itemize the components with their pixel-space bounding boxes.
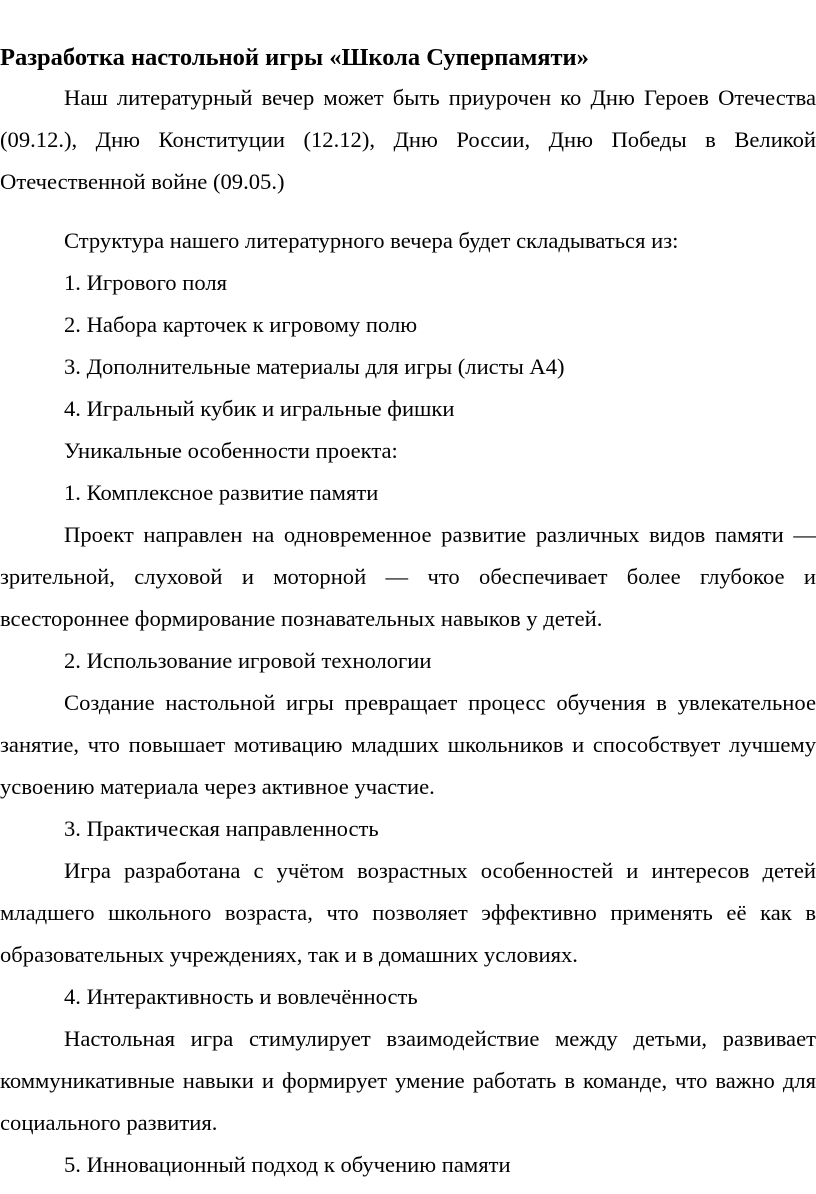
structure-item: 2. Набора карточек к игровому полю: [64, 312, 418, 337]
features-heading: Уникальные особенности проекта:: [64, 438, 398, 463]
feature-text: Игра разработана с учётом возрастных особенностей и интересов детей младшего школьного возраста, что позволяет эффективно применять её как в образовательных учреждениях, так и в домашних условиях.: [0, 858, 816, 967]
feature-title: 2. Использование игровой технологии: [64, 648, 432, 673]
intro-paragraph: Наш литературный вечер может быть приурочен ко Дню Героев Отечества (09.12.), Дню Конституции (12.12), Дню России, Дню Победы в Великой Отечественной войне (09.05.): [0, 85, 816, 194]
document-body: [0, 77, 816, 1186]
feature-title: 5. Инновационный подход к обучению памяти: [64, 1152, 511, 1177]
structure-heading: Структура нашего литературного вечера будет складываться из:: [64, 228, 679, 253]
feature-text: Настольная игра стимулирует взаимодействие между детьми, развивает коммуникативные навыки и формирует умение работать в команде, что важно для социального развития.: [0, 1026, 816, 1135]
feature-title: 4. Интерактивность и вовлечённость: [64, 984, 418, 1009]
structure-item: 4. Игральный кубик и игральные фишки: [64, 396, 455, 421]
page-title: Разработка настольной игры «Школа Суперпамяти»: [0, 44, 589, 71]
structure-item: 1. Игрового поля: [64, 270, 227, 295]
structure-item: 3. Дополнительные материалы для игры (листы А4): [64, 354, 565, 379]
paragraph-gap: [0, 203, 816, 220]
feature-title: 3. Практическая направленность: [64, 816, 379, 841]
feature-text: Создание настольной игры превращает процесс обучения в увлекательное занятие, что повышает мотивацию младших школьников и способствует лучшему усвоению материала через активное участие.: [0, 690, 816, 799]
feature-title: 1. Комплексное развитие памяти: [64, 480, 379, 505]
feature-text: Проект направлен на одновременное развитие различных видов памяти — зрительной, слуховой и моторной — что обеспечивает более глубокое и всестороннее формирование познавательных навыков у детей.: [0, 522, 816, 631]
